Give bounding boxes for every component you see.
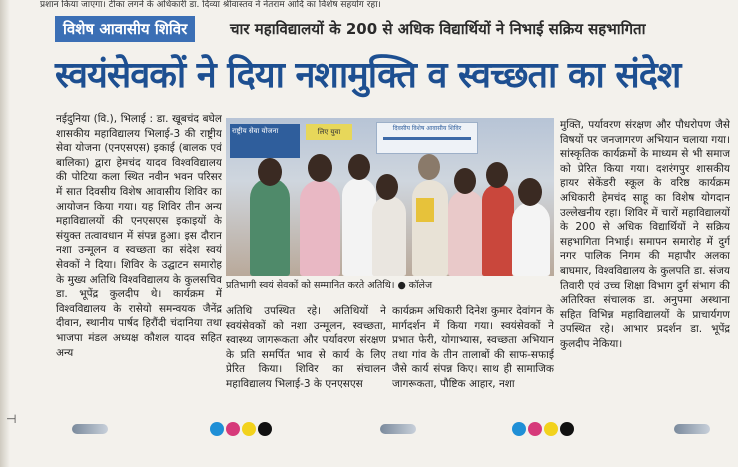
photo-caption: प्रतिभागी स्वयं सेवकों को सम्मानित करते अतिथि। ● कॉलेज bbox=[226, 280, 433, 291]
person-figure bbox=[448, 190, 484, 276]
photo-banner-right bbox=[376, 122, 478, 154]
registration-dot-cyan bbox=[210, 422, 224, 436]
person-figure bbox=[512, 202, 550, 276]
headline: स्वयंसेवकों ने दिया नशामुक्ति व स्वच्छता का संदेश bbox=[55, 55, 681, 96]
person-figure bbox=[300, 180, 340, 276]
person-head bbox=[486, 162, 508, 188]
section-kicker: विशेष आवासीय शिविर bbox=[55, 16, 195, 42]
previous-article-strip: प्रशान किया जाएगा। टीका लगने के अधिकारी डा. दिव्या श्रीवास्तव ने नेतराम आदि का विशेष सहयोग रहा। bbox=[40, 0, 381, 10]
registration-dot-yellow bbox=[242, 422, 256, 436]
article-column-3: कार्यक्रम अधिकारी दिनेश कुमार देवांगन के मार्गदर्शन में किया गया। स्वयंसेवकों ने प्रभात फेरी, योगाभ्यास, स्वच्छता अभियान तथा गांव के तीन तालाबों की साफ-सफाई जैसे कार्य संपन्न किए। साथ ही सामाजिक जागरूकता, पौष्टिक आहार, नशा bbox=[392, 305, 554, 390]
person-head bbox=[348, 154, 370, 180]
registration-dot-yellow bbox=[544, 422, 558, 436]
person-head bbox=[376, 174, 398, 200]
person-figure bbox=[372, 196, 406, 276]
person-figure bbox=[482, 184, 514, 276]
registration-dot-black bbox=[258, 422, 272, 436]
registration-dot-cyan bbox=[512, 422, 526, 436]
registration-dot-magenta bbox=[226, 422, 240, 436]
article-column-4: मुक्ति, पर्यावरण संरक्षण और पौधरोपण जैसे विषयों पर जनजागरण अभियान चलाया गया। सांस्कृतिक कार्यक्रमों के माध्यम से भी समाज को प्रेरित किया गया। दशरंगपुर शासकीय हायर सेकेंडरी स्कूल के वरिष्ठ कार्यक्रम अधिकारी हेमचंद साहू का विशेष योगदान उल्लेखनीय रहा। शिविर में चारों महाविद्यालयों के 200 से अधिक विद्यार्थियों ने सक्रिय सहभागिता निभाई। समापन समारोह में दुर्ग नगर पालिक निगम की महापौर अलका बाघमार, विश्वविद्यालय के कुलपति डा. संजय तिवारी एवं उच्च शिक्षा विभाग दुर्ग संभाग की अतिरिक्त संचालक डा. अनुपमा अस्थाना सहित विभिन्न महाविद्यालयों के प्राचार्यगण उपस्थित रहे। आभार प्रदर्शन डा. भूपेंद्र कुलदीप नेकिया। bbox=[560, 119, 730, 350]
page-edge-left bbox=[0, 0, 10, 467]
photo-banner-right-text: दिवसीय विशेष आवासीय शिविर bbox=[392, 125, 462, 132]
edge-glyph: ⊣ bbox=[6, 412, 17, 426]
photo-banner-left: राष्ट्रीय सेवा योजना bbox=[230, 124, 300, 158]
person-figure bbox=[342, 178, 376, 276]
person-head bbox=[518, 178, 542, 206]
article-column-2: अतिथि उपस्थित रहे। अतिथियों ने स्वयंसेवकों को नशा उन्मूलन, स्वच्छता, स्वास्थ्य जागरूकता और पर्यावरण संरक्षण के प्रति समर्पित भाव से कार्य के लिए प्रेरित किया। शिविर का संचालन महाविद्यालय भिलाई-3 के एनएसएस bbox=[226, 305, 386, 390]
person-head bbox=[454, 168, 476, 194]
person-head bbox=[308, 154, 332, 182]
subheadline: चार महाविद्यालयों के 200 से अधिक विद्यार्थियों ने निभाई सक्रिय सहभागिता bbox=[230, 20, 646, 38]
person-head bbox=[258, 158, 282, 186]
person-figure bbox=[412, 180, 448, 276]
registration-bar bbox=[380, 424, 416, 434]
kicker-row bbox=[55, 14, 735, 44]
article-column-1: नईदुनिया (वि.), भिलाई : डा. खूबचंद बघेल शासकीय महाविद्यालय भिलाई-3 की राष्ट्रीय सेवा योजना (एनएसएस) इकाई (बालक एवं बालिका) द्वारा हेमचंद यादव विश्वविद्यालय की पोटिया कला स्थित नवीन भवन परिसर में सात दिवसीय विशेष आवासीय शिविर का आयोजन किया गया। यह शिविर तीन अन्य महाविद्यालयों की एनएसएस इकाइयों के संयुक्त तत्वावधान में संपन्न हुआ। इस दौरान नशा उन्मूलन व स्वच्छता का संदेश स्वयं सेवकों ने दिया। शिविर के उद्घाटन समारोह के मुख्य अतिथि विश्वविद्यालय के कुलसचिव डा. भूपेंद्र कुलदीप थे। कार्यक्रम में विश्वविद्यालय के रासेयो समन्वयक जैनेंद्र दीवान, स्थानीय पार्षद हिरौंदी चंदानिया तथा भाजपा मंडल अध्यक्ष कौशल यादव सहित अन्य bbox=[56, 113, 222, 359]
registration-dot-black bbox=[560, 422, 574, 436]
registration-bar bbox=[674, 424, 710, 434]
next-column-edge bbox=[730, 40, 738, 420]
news-photo bbox=[226, 118, 554, 276]
award-frame bbox=[416, 198, 434, 222]
registration-dot-magenta bbox=[528, 422, 542, 436]
person-figure bbox=[250, 178, 290, 276]
registration-bar bbox=[72, 424, 108, 434]
photo-banner-center: लिए युवा bbox=[306, 124, 352, 140]
person-head bbox=[418, 154, 440, 180]
